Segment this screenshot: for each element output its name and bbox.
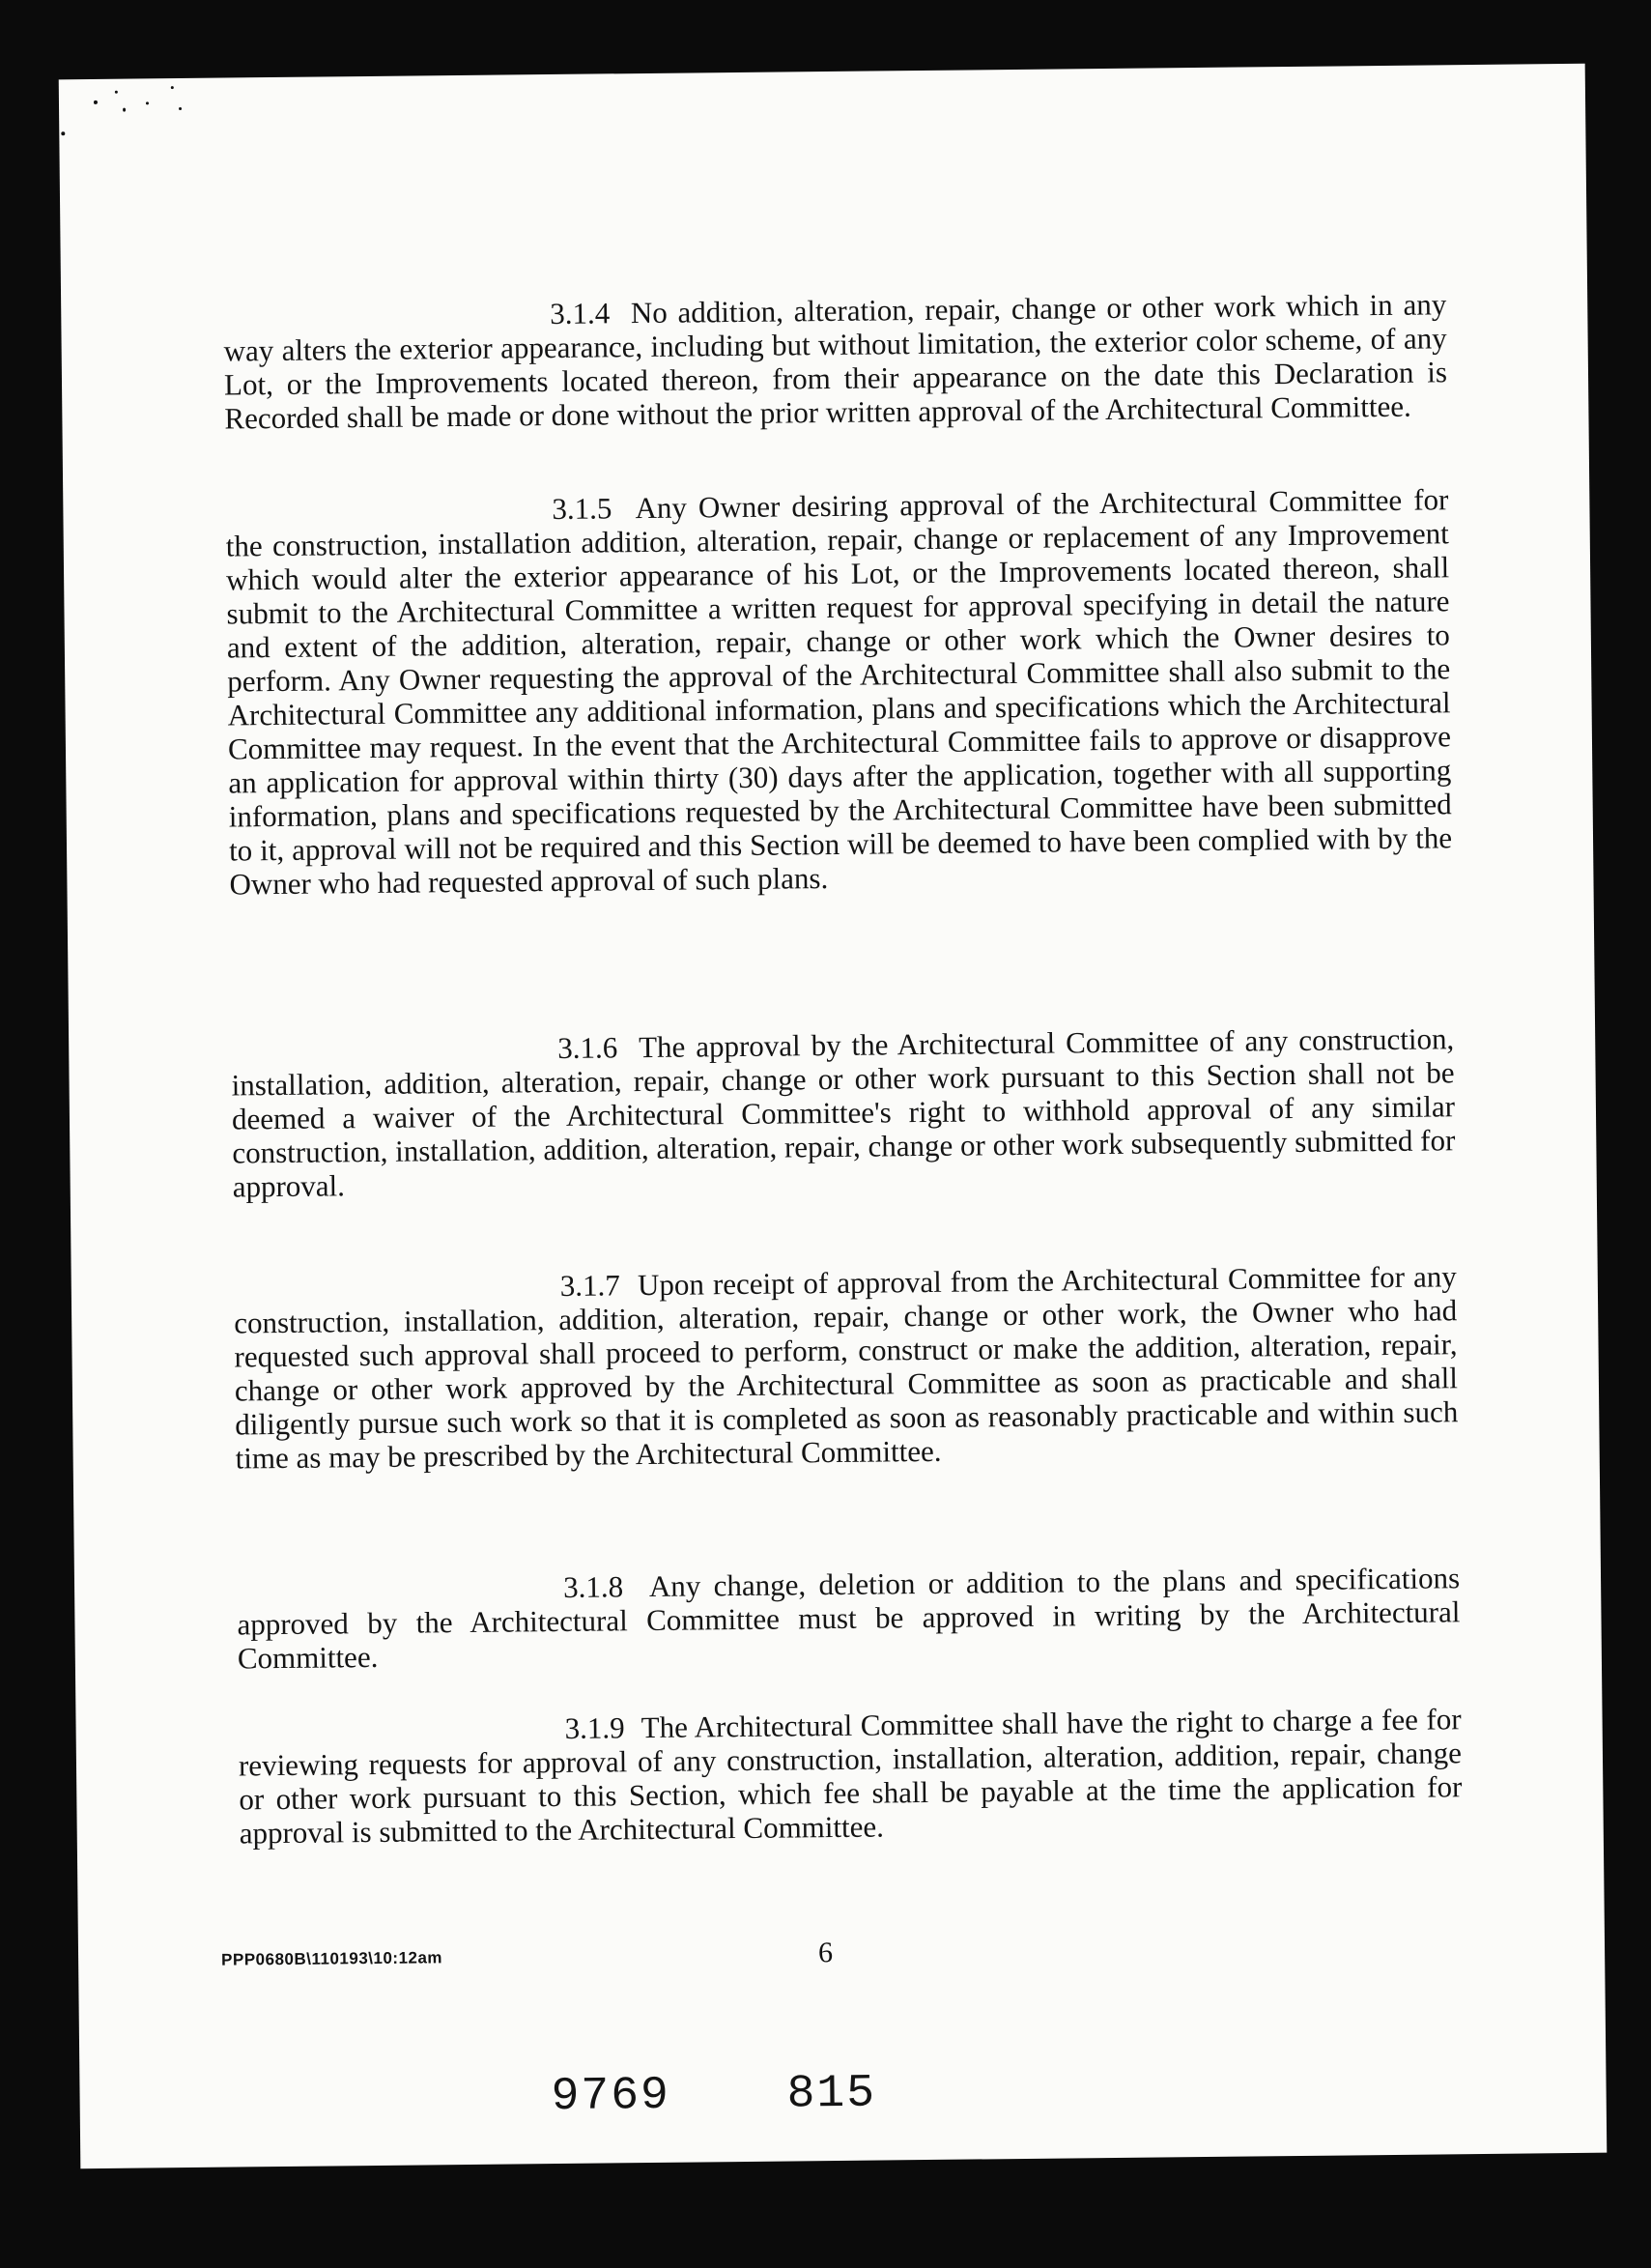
section-number: 3.1.4 (550, 296, 611, 331)
section-text: No addition, alteration, repair, change or other work which in any way alters the exterior appearance, including but without limitation, the exterior color scheme, of any Lot, or the Improvements located thereon, from their appearance on the date this Declaration is Recorded shall be made or done without the prior written approval of the Architectural Committee. (223, 287, 1448, 436)
section-3-1-7 (234, 1259, 1459, 1475)
scan-speck (61, 131, 65, 135)
section-number: 3.1.6 (557, 1030, 618, 1065)
section-3-1-6 (231, 1021, 1456, 1203)
section-3-1-8 (237, 1561, 1461, 1675)
section-text: Upon receipt of approval from the Architectural Committee for any construction, installation, addition, alteration, repair, change or other work, the Owner who had requested such approval shall proceed to perform, construct or make the addition, alteration, repair, change or other work approved by the Architectural Committee as soon as practicable and shall diligently pursue such work so that it is completed as soon as reasonably practicable and within such time as may be prescribed by the Architectural Committee. (234, 1259, 1459, 1476)
page-number: 6 (817, 1937, 834, 1969)
section-text: Any change, deletion or addition to the plans and specifications approved by the Architectural Committee must be approved in writing by the Architectural Committee. (237, 1561, 1461, 1676)
scan-speck (123, 108, 126, 112)
scan-speck (171, 86, 174, 89)
scan-speck (146, 101, 149, 104)
scan-speck (115, 91, 118, 94)
section-text: The Architectural Committee shall have the right to charge a fee for reviewing requests for approval of any construction, installation, alteration, addition, repair, change or other work pursuant to this Section, which fee shall be payable at the time the application for approval is submitted to the Architectural Committee. (238, 1702, 1463, 1851)
section-3-1-5 (225, 482, 1452, 901)
section-number: 3.1.5 (552, 491, 612, 527)
section-number: 3.1.9 (564, 1710, 625, 1745)
section-number: 3.1.8 (562, 1569, 624, 1604)
scan-speck (179, 107, 182, 110)
section-number: 3.1.7 (559, 1268, 621, 1303)
section-text: Any Owner desiring approval of the Architectural Committee for the construction, installation addition, alteration, repair, change or replacement of any Improvement which would alter the exterior appearance of his Lot, or the Improvements located thereon, shall submit to the Architectural Committee a written request for approval specifying in detail the nature and extent of the addition, alteration, repair, change or other work which the Owner desires to perform. Any Owner requesting the approval of the Architectural Committee shall also submit to the Architectural Committee any additional information, plans and specifications which the Architectural Committee may request. In the event that the Architectural Committee fails to approve or disapprove an application for approval within thirty (30) days after the application, together with all supporting information, plans and specifications requested by the Architectural Committee have been submitted to it, approval will not be required and this Section will be deemed to have been complied with by the Owner who had requested approval of such plans. (225, 482, 1453, 902)
scan-speck (94, 100, 98, 104)
section-3-1-9 (238, 1702, 1462, 1850)
recording-book-number: 9769 (551, 2069, 671, 2124)
document-code: PPP0680B\110193\10:12am (221, 1948, 443, 1969)
document-page (59, 64, 1608, 2168)
section-3-1-4 (223, 287, 1447, 435)
recording-page-number: 815 (786, 2067, 877, 2121)
section-text: The approval by the Architectural Committee of any construction, installation, addition, alteration, repair, change or other work pursuant to this Section shall not be deemed a waiver of the Architectural Committee's right to withhold approval of any similar construction, installation, addition, alteration, repair, change or other work subsequently submitted for approval. (231, 1021, 1456, 1204)
